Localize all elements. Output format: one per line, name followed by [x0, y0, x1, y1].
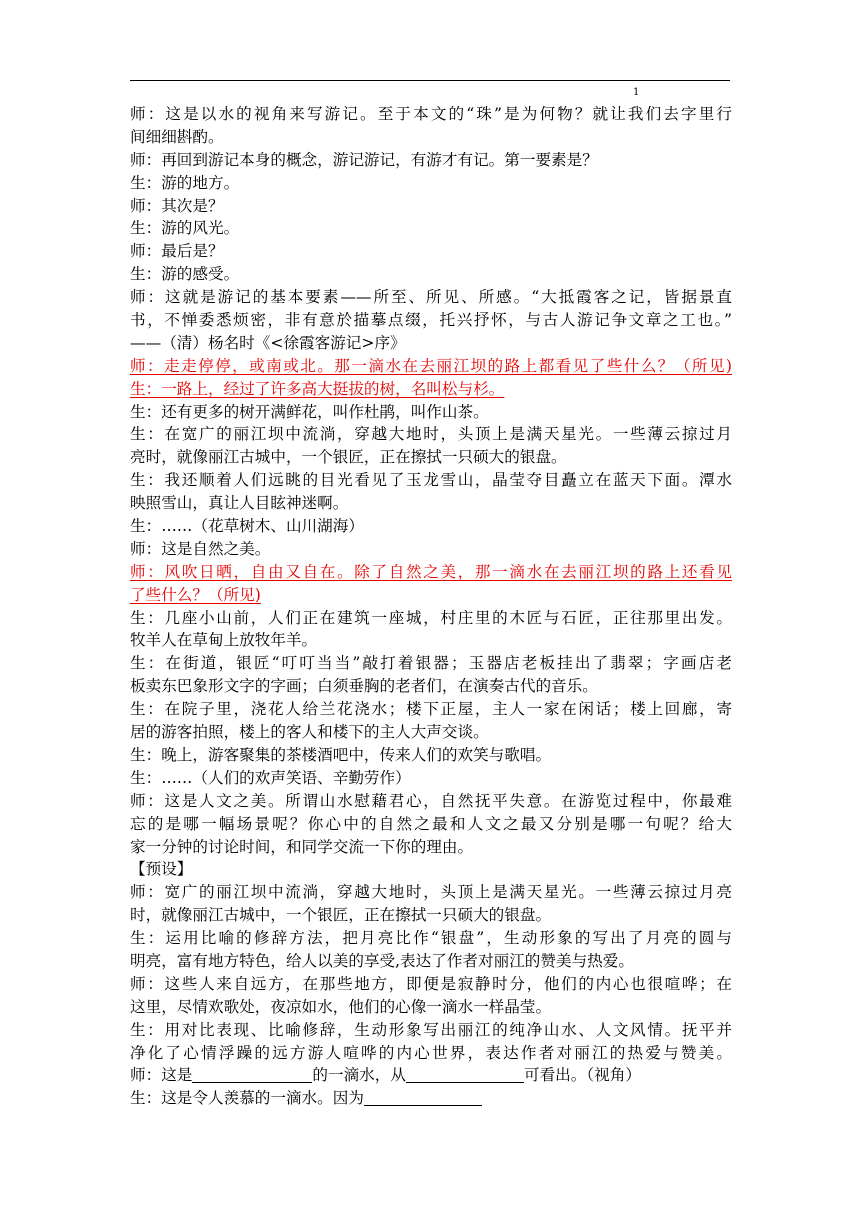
text-line: 生：在街道，银匠“叮叮当当”敲打着银器；玉器店老板挂出了翡翠；字画店老	[130, 654, 732, 673]
fill-blank-text: 生：这是令人羡慕的一滴水。因为	[130, 1089, 364, 1108]
fill-blank-text: 可看出。（视角）	[523, 1066, 641, 1085]
text-line: 师：这是以水的视角来写游记。至于本文的“珠”是为何物？就让我们去字里行	[130, 105, 732, 123]
document-body	[130, 103, 732, 1110]
text-line: 生：……（人们的欢声笑语、辛勤劳作）	[130, 768, 411, 787]
fill-blank-text: 师：这是	[130, 1066, 193, 1085]
answer-blank	[406, 1066, 524, 1083]
header-rule	[130, 80, 730, 81]
text-line: 师：再回到游记本身的概念，游记游记，有游才有记。第一要素是？	[130, 150, 598, 169]
underlined-text: 生：一路上，经过了许多高大挺拔的树，名叫松与杉。	[130, 379, 505, 398]
text-line: 明亮，富有地方特色，给人以美的享受,表达了作者对丽江的赞美与热爱。	[130, 951, 634, 970]
text-line: 生：几座小山前，人们正在建筑一座城，村庄里的木匠与石匠，正往那里出发。	[130, 608, 732, 627]
text-line: 生：在院子里，浇花人给兰花浇水；楼下正屋，主人一家在闲话；楼上回廊，寄	[130, 700, 732, 719]
answer-blank	[192, 1066, 312, 1083]
text-line: 师：这是人文之美。所谓山水慰藉君心，自然抚平失意。在游览过程中，你最难	[130, 791, 732, 810]
text-line: 时，就像丽江古城中，一个银匠，正在擦拭一只硕大的银盘。	[130, 906, 552, 925]
underlined-text: 了些什么？（所见)	[130, 585, 261, 604]
text-line: 【预设】	[130, 860, 193, 879]
text-line: 师：最后是？	[130, 242, 224, 261]
header-mark: 1	[633, 87, 640, 98]
text-line: 师：宽广的丽江坝中流淌，穿越大地时，头顶上是满天星光。一些薄云掠过月亮	[130, 883, 732, 902]
text-line: 生：在宽广的丽江坝中流淌，穿越大地时，头顶上是满天星光。一些薄云掠过月	[130, 425, 732, 444]
text-line: 牧羊人在草甸上放牧年羊。	[130, 631, 318, 650]
answer-blank	[364, 1089, 482, 1106]
text-line: 间细细斟酌。	[130, 127, 224, 146]
highlighted-question-line	[130, 561, 732, 584]
text-line: 亮时，就像丽江古城中，一个银匠，正在擦拭一只硕大的银盘。	[130, 448, 567, 467]
text-line: 生：……（花草树木、山川湖海）	[130, 517, 364, 536]
text-line: 生：游的地方。	[130, 173, 240, 192]
text-line: 师：这是自然之美。	[130, 539, 271, 558]
text-line: 家一分钟的讨论时间，和同学交流一下你的理由。	[130, 837, 474, 856]
highlighted-question-line	[130, 355, 732, 378]
text-line: 师：其次是？	[130, 196, 224, 215]
text-line: 居的游客拍照，楼上的客人和楼下的主人大声交谈。	[130, 723, 489, 742]
text-line: 净化了心情浮躁的远方游人喧哗的内心世界，表达作者对丽江的热爱与赞美。	[130, 1043, 732, 1062]
text-line: 生：运用比喻的修辞方法，把月亮比作“银盘”，生动形象的写出了月亮的圆与	[130, 929, 732, 948]
highlighted-question-line	[130, 584, 732, 607]
text-line: 生：游的感受。	[130, 265, 240, 284]
text-line: 生：晚上，游客聚集的茶楼酒吧中，传来人们的欢笑与歌唱。	[130, 745, 552, 764]
text-line: 板卖东巴象形文字的字画；白须垂胸的老者们，在演奏古代的音乐。	[130, 677, 598, 696]
text-line: ——（清）杨名时《<徐霞客游记>序》	[130, 333, 406, 352]
text-line: 忘的是哪一幅场景呢？你心中的自然之最和人文之最又分别是哪一句呢？给大	[130, 814, 732, 833]
underlined-text: 师：走走停停，或南或北。那一滴水在去丽江坝的路上都看见了些什么？（所见)	[130, 356, 732, 375]
text-line: 书，不惮委悉烦密，非有意於描摹点缀，托兴抒怀，与古人游记争文章之工也。”	[130, 311, 732, 330]
text-line: 生：我还顺着人们远眺的目光看见了玉龙雪山，晶莹夺目矗立在蓝天下面。潭水	[130, 471, 732, 490]
text-line: 生：游的风光。	[130, 219, 240, 238]
text-line: 师：这些人来自远方，在那些地方，即便是寂静时分，他们的内心也很喧哗；在	[130, 974, 732, 993]
underlined-text: 师：风吹日晒，自由又自在。除了自然之美，那一滴水在去丽江坝的路上还看见	[130, 562, 732, 581]
text-line: 师：这就是游记的基本要素——所至、所见、所感。“大抵霞客之记，皆据景直	[130, 288, 732, 307]
fill-blank-line	[130, 1064, 732, 1087]
text-line: 生：用对比表现、比喻修辞，生动形象写出丽江的纯净山水、人文风情。抚平并	[130, 1020, 732, 1039]
highlighted-question-line	[130, 378, 732, 401]
fill-blank-line	[130, 1087, 732, 1110]
text-line: 这里，尽情欢歌处，夜凉如水，他们的心像一滴水一样晶莹。	[130, 997, 552, 1016]
fill-blank-text: 的一滴水，从	[312, 1066, 406, 1085]
text-line: 生：还有更多的树开满鲜花，叫作杜鹃，叫作山茶。	[130, 402, 489, 421]
text-line: 映照雪山，真让人目眩神迷啊。	[130, 494, 349, 513]
